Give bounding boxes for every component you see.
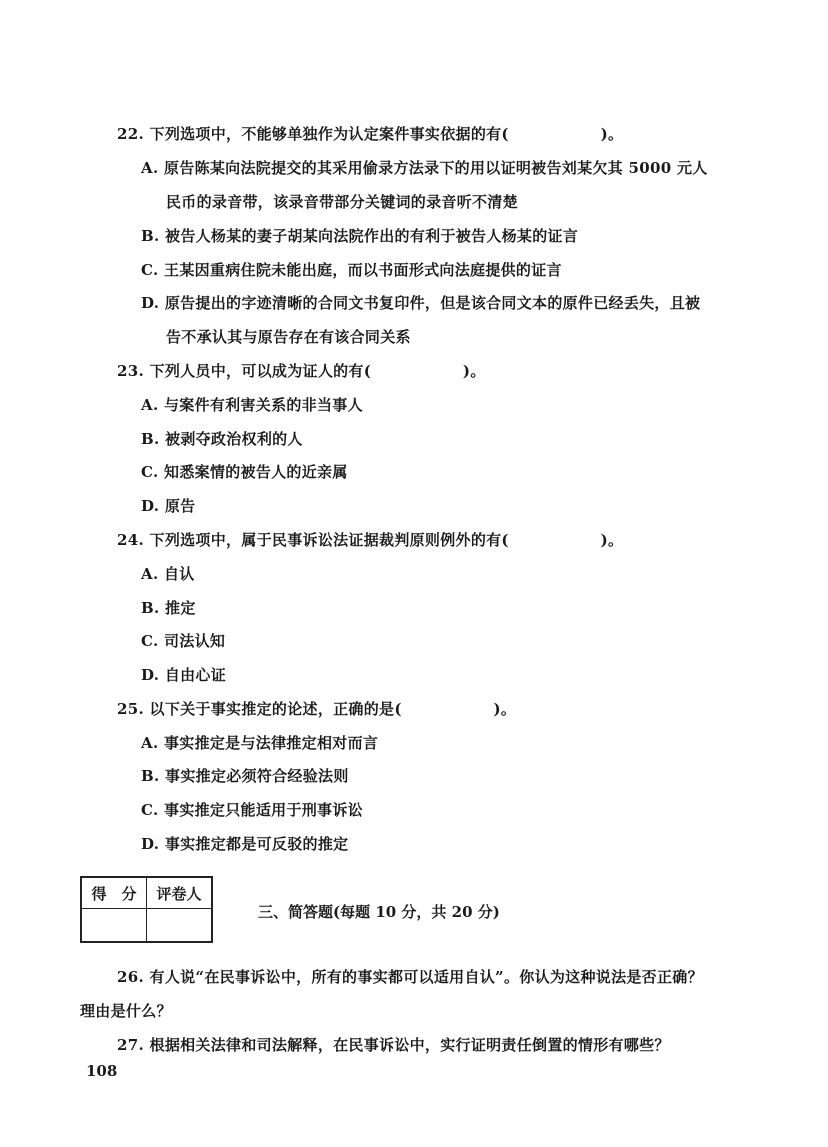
question-22-option-a-line2: 民币的录音带，该录音带部分关键词的录音听不清楚 [166,193,518,211]
score-cell [81,909,147,943]
question-25-stem: 25. 以下关于事实推定的论述，正确的是( )。 [117,700,517,718]
question-22-option-d-line1: D. 原告提出的字迹清晰的合同文书复印件，但是该合同文本的原件已经丢失，且被 [141,294,701,312]
section-title: 三、简答题(每题 10 分，共 20 分) [258,903,500,921]
question-24-option-b: B. 推定 [141,599,196,617]
question-24-option-a: A. 自认 [141,565,195,583]
question-23-stem: 23. 下列人员中，可以成为证人的有( )。 [117,362,486,380]
question-25-option-a: A. 事实推定是与法律推定相对而言 [141,734,379,752]
question-25-option-d: D. 事实推定都是可反驳的推定 [141,835,349,853]
question-25-option-b: B. 事实推定必须符合经验法则 [141,767,349,785]
question-26-line2: 理由是什么？ [80,1002,172,1020]
question-22-option-d-line2: 告不承认其与原告存在有该合同关系 [166,328,411,346]
question-22-option-a-line1: A. 原告陈某向法院提交的其采用偷录方法录下的用以证明被告刘某欠其 5000 元人 [141,159,708,177]
grader-label: 评卷人 [147,877,213,909]
question-27: 27. 根据相关法律和司法解释，在民事诉讼中，实行证明责任倒置的情形有哪些？ [117,1036,670,1054]
question-22-stem: 22. 下列选项中，不能够单独作为认定案件事实依据的有( )。 [117,125,624,143]
question-23-option-b: B. 被剥夺政治权利的人 [141,430,303,448]
question-24-stem: 24. 下列选项中，属于民事诉讼法证据裁判原则例外的有( )。 [117,531,624,549]
question-23-option-a: A. 与案件有利害关系的非当事人 [141,396,363,414]
score-box [80,876,213,943]
score-label: 得 分 [81,877,147,909]
question-22-option-c: C. 王某因重病住院未能出庭，而以书面形式向法庭提供的证言 [141,261,562,279]
page-number: 108 [86,1062,118,1080]
question-24-option-c: C. 司法认知 [141,632,226,650]
grader-cell [147,909,213,943]
question-26-line1: 26. 有人说“在民事诉讼中，所有的事实都可以适用自认”。你认为这种说法是否正确？ [117,968,703,986]
question-22-option-b: B. 被告人杨某的妻子胡某向法院作出的有利于被告人杨某的证言 [141,227,579,245]
question-25-option-c: C. 事实推定只能适用于刑事诉讼 [141,801,363,819]
question-23-option-c: C. 知悉案情的被告人的近亲属 [141,463,348,481]
question-23-option-d: D. 原告 [141,497,196,515]
question-24-option-d: D. 自由心证 [141,666,227,684]
